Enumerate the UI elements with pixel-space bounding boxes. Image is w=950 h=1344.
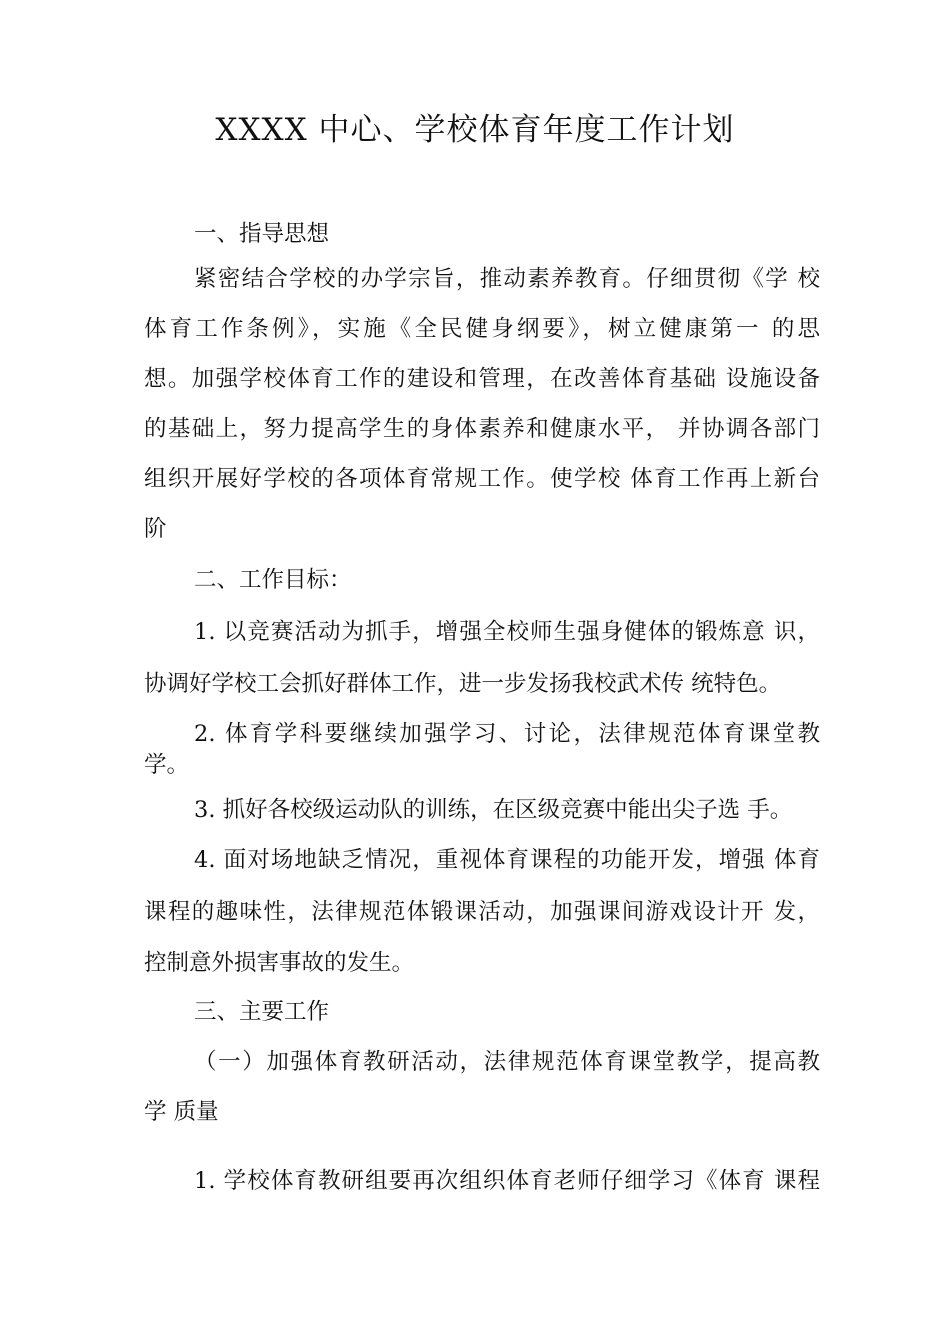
list-item-line: 课程的趣味性，法律规范体锻课活动，加强课间游戏设计开 发，	[144, 899, 820, 925]
list-item-line: 1. 学校体育教研组要再次组织体育老师仔细学习《体育 课程	[194, 1168, 820, 1194]
paragraph-line: 的基础上，努力提高学生的身体素养和健康水平， 并协调各部门	[144, 416, 820, 442]
paragraph-line: 紧密结合学校的办学宗旨，推动素养教育。仔细贯彻《学 校	[194, 266, 820, 292]
list-item-line: 1. 以竞赛活动为抓手，增强全校师生强身健体的锻炼意 识，	[194, 619, 820, 645]
list-item-line: 4. 面对场地缺乏情况，重视体育课程的功能开发，增强 体育	[194, 847, 820, 873]
list-item-line: 协调好学校工会抓好群体工作，进一步发扬我校武术传 统特色。	[144, 671, 782, 697]
paragraph-line: 阶	[144, 516, 167, 542]
section-heading-main-work: 三、主要工作	[194, 999, 330, 1025]
paragraph-line: 体育工作条例》，实施《全民健身纲要》，树立健康第一 的思	[144, 316, 820, 342]
subsection-heading-line: 学 质量	[144, 1099, 219, 1125]
list-item-line: 学。	[144, 752, 190, 778]
paragraph-line: 组织开展好学校的各项体育常规工作。使学校 体育工作再上新台	[144, 466, 820, 492]
subsection-heading-line: （一）加强体育教研活动，法律规范体育课堂教学，提高教	[194, 1049, 820, 1075]
list-item-line: 控制意外损害事故的发生。	[144, 950, 415, 976]
list-item-line: 2. 体育学科要继续加强学习、讨论，法律规范体育课堂教	[194, 721, 820, 747]
section-heading-work-goals: 二、工作目标：	[194, 567, 352, 593]
section-heading-guiding-thought: 一、指导思想	[194, 221, 330, 247]
document-title: XXXX 中心、学校体育年度工作计划	[215, 112, 735, 148]
paragraph-line: 想。加强学校体育工作的建设和管理，在改善体育基础 设施设备	[144, 366, 820, 392]
list-item-line: 3. 抓好各校级运动队的训练，在区级竞赛中能出尖子选 手。	[194, 797, 793, 823]
